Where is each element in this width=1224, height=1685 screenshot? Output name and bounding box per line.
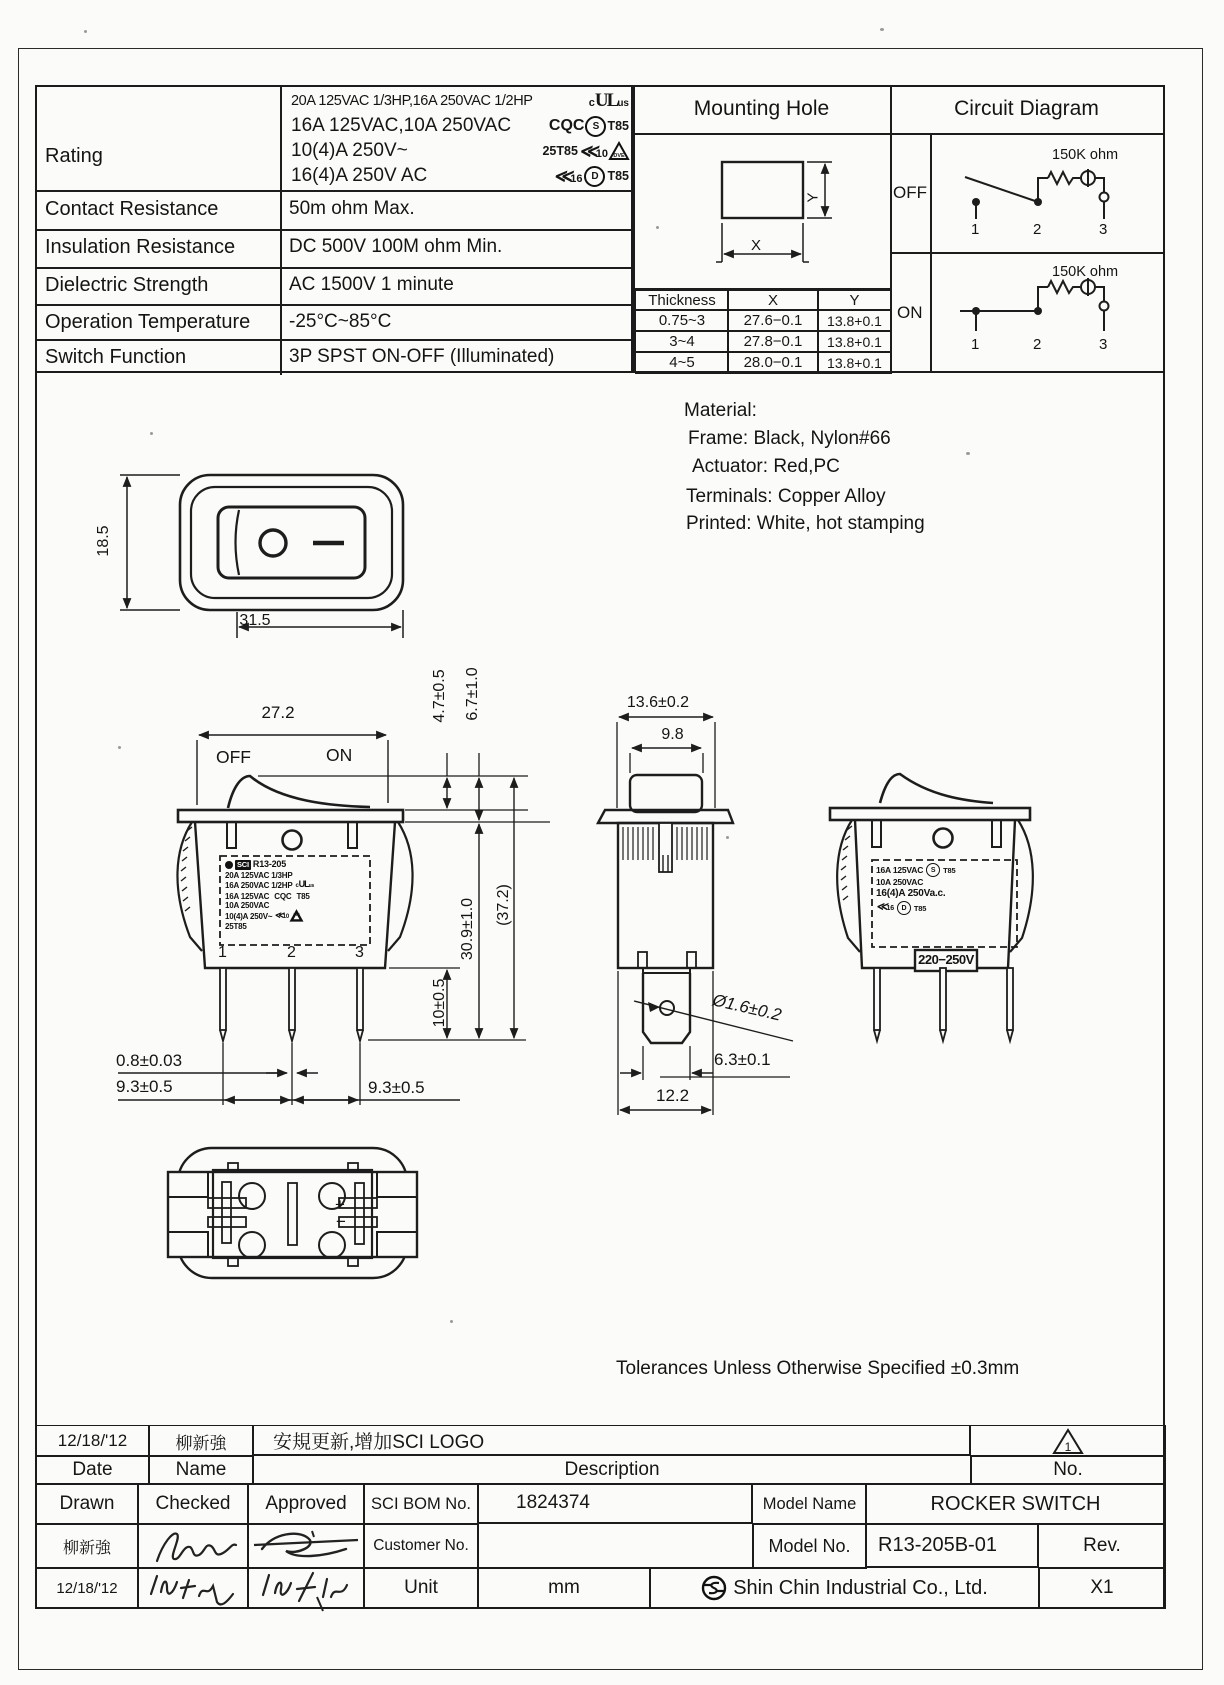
tb-h-bom: SCI BOM No. (363, 1483, 479, 1525)
tb-company: Shin Chin Industrial Co., Ltd. (649, 1567, 1040, 1609)
bottom-minus-mark: − (336, 1212, 346, 1231)
tb-h-name: Name (148, 1455, 254, 1485)
checked-signature-icon (143, 1525, 243, 1567)
rating-line-1: 20A 125VAC 1/3HP,16A 250VAC 1/2HP (291, 93, 533, 109)
enec16-mark-small: ≪16 (876, 901, 894, 913)
tb-approved-signature (247, 1523, 365, 1569)
end-dim-12-2: 12.2 (656, 1086, 690, 1105)
enec16-mark: ≪16 (553, 165, 583, 186)
spec-value: AC 1500V 1 minute (289, 274, 454, 295)
spec-value: 3P SPST ON-OFF (Illuminated) (289, 346, 555, 367)
mounting-dim-x: X (751, 237, 762, 254)
rocker-switch-datasheet: Rating 20A 125VAC 1/3HP,16A 250VAC 1/2HP c UL us 16A 125VAC,10A 250VAC CQC S T85 10(4)A 250V~ 25T85 ≪10 DVE 16(4)A 250V AC ≪16 D T85 Contact Resistance 50m ohm Max. Insulation Resistance DC 500V 100M ohm Min. Dielectric Strength AC 1500V 1 minute Operation Temperature -25°C~85°C Switch Function 3P SPST ON-OFF (Illuminated) Mounting Hole Y X Thickness X Y 0.75~3 27.6−0.1 13.8+0.1 3~4 27.8−0.1 13.8+0.1 4~5 28.0−0.1 13.8+0.1 Circuit Diagram OFF ON 150K ohm 1 2 3 150K ohm 1 2 3 Material: Frame: Black, Nylon#66 Actuator: Red,PC Terminals: Copper Alloy Printed: White, hot stamping 18.5 31.5 27.2 OFF ON 4.7±0.5 6.7±1.0 10±0.5 30.9±1.0 (37.2) 1 2 3 0.8±0.03 9.3±0.5 9.3±0.5 SCI R13-205 20A 125VAC 1/3HP 16A 250VAC 1/2HP c UL us 16A 125VAC CQC T85 10A 250VAC 10(4)A 250V~ ≪10 DVE 25T85 13.6±0.2 9.8 Ø1.6±0.2 6.3±0.1 12.2 16A 125VAC S T85 10A 250VAC 16(4)A 250Va.c. ≪16 D T85 220−250V + − Tolerances Unless Otherwise Specified ±0.3mm 12/18/'12 柳新強 安規更新,增加SCI LOGO 1 Date Name Description No. Drawn Checked Approved SCI BOM No. 1824374 Model Name ROCKER SWITCH 柳新強 Customer No. Model No. R13-205B-01 Rev. 12/18/'12 Unit mm Shin Chin Industrial Co., Ltd. X1 (0, 0, 1224, 1685)
spec-label: Operation Temperature (45, 311, 251, 333)
side-dim-10: 10±0.5 (431, 978, 448, 1028)
enec10-mark: ≪10 (578, 140, 608, 161)
sci-logo (701, 1575, 727, 1601)
tb-h-no: No. (970, 1455, 1166, 1485)
bottom-plus-mark: + (335, 1195, 345, 1214)
circuit-on-diagram (930, 254, 1163, 371)
mh-header-x: X (727, 290, 819, 311)
tb-h-approved: Approved (247, 1483, 365, 1525)
circuit-off-resistor-label: 150K ohm (1052, 147, 1119, 163)
circuit-off-diagram (930, 133, 1163, 252)
end-dim-6-3: 6.3±0.1 (714, 1050, 771, 1069)
side-dim-6-7: 6.7±1.0 (464, 667, 481, 721)
approved-date-signature-icon (251, 1567, 361, 1623)
rating-value: 20A 125VAC 1/3HP,16A 250VAC 1/2HP c UL us 16A 125VAC,10A 250VAC CQC S T85 10(4)A 250V~ 25T85 ≪10 DVE 16(4)A 250V AC ≪16 D T85 (291, 90, 629, 186)
tb-h-desc: Description (252, 1455, 972, 1485)
tb-rev-desc: 安規更新,增加SCI LOGO (252, 1425, 970, 1455)
side-dim-9-3-right: 9.3±0.5 (368, 1078, 425, 1097)
tb-h-model-no: Model No. (752, 1523, 867, 1569)
material-heading: Material: (684, 400, 757, 421)
checked-date-signature-icon (141, 1568, 245, 1626)
tb-h-checked: Checked (137, 1483, 249, 1525)
spec-label-rating: Rating (45, 145, 103, 167)
tb-rev-no (970, 1425, 1166, 1457)
tb-model-name-value: ROCKER SWITCH (865, 1483, 1166, 1525)
tb-h-customer: Customer No. (363, 1523, 479, 1569)
end-dim-hole: Ø1.6±0.2 (710, 990, 784, 1025)
tb-h-date: Date (35, 1455, 150, 1485)
side-body-rating-label: SCI R13-205 20A 125VAC 1/3HP 16A 250VAC 1/2HP c UL us 16A 125VAC CQC T85 10A 250VAC 10(4)A 250V~ ≪10 DVE 25T85 (225, 859, 315, 932)
spec-value: DC 500V 100M ohm Min. (289, 236, 503, 257)
sci-dot-logo (225, 861, 233, 869)
rating-line-3: 10(4)A 250V~ (291, 140, 408, 161)
spec-label: Switch Function (45, 346, 187, 368)
side-dim-30-9: 30.9±1.0 (459, 897, 476, 961)
mounting-dim-y: Y (804, 192, 822, 203)
spec-value: -25°C~85°C (289, 311, 392, 332)
material-notes: Material: Frame: Black, Nylon#66 Actuator: Red,PC Terminals: Copper Alloy Printed: White, hot stamping (684, 400, 925, 534)
side-dim-4-7: 4.7±0.5 (431, 669, 448, 723)
front-height-dim: 18.5 (95, 525, 112, 557)
front-width-dim: 31.5 (239, 612, 271, 629)
side-dim-0-8: 0.8±0.03 (116, 1051, 183, 1070)
tb-h-model-name: Model Name (752, 1483, 867, 1525)
circuit-on-label: ON (897, 303, 923, 322)
tb-h-rev: Rev. (1038, 1523, 1166, 1569)
circuit-diagram-title: Circuit Diagram (954, 97, 1099, 120)
side-dim-9-3-left: 9.3±0.5 (116, 1077, 173, 1096)
cul-us-mark: c UL us (588, 90, 629, 111)
enec10-mark-small: ≪10 (274, 909, 290, 920)
tolerance-note: Tolerances Unless Otherwise Specified ±0.3mm (616, 1358, 1020, 1379)
spec-table (35, 85, 633, 373)
circuit-on-resistor-label: 150K ohm (1052, 264, 1119, 280)
tb-model-no-value: R13-205B-01 (865, 1523, 1038, 1567)
rating-line-2: 16A 125VAC,10A 250VAC (291, 115, 512, 136)
mh-header-thickness: Thickness (635, 290, 729, 311)
mounting-hole-diagram (633, 133, 890, 290)
rating-line-4: 16(4)A 250V AC (291, 165, 428, 186)
side-dim-37-2: (37.2) (495, 884, 512, 926)
dve-mark: DVE (609, 142, 629, 160)
tb-approved-date-signature (247, 1567, 365, 1609)
spec-value: 50m ohm Max. (289, 198, 415, 219)
spec-label: Contact Resistance (45, 198, 219, 220)
bottom-view-drawing (150, 1140, 440, 1290)
spec-label: Insulation Resistance (45, 236, 236, 258)
side-off-label: OFF (216, 747, 251, 767)
d-mark: D (584, 166, 605, 187)
tb-bom-value: 1824374 (477, 1483, 752, 1523)
tb-drawn-date: 12/18/'12 (35, 1567, 139, 1609)
tb-rev-name: 柳新強 (148, 1425, 254, 1457)
tb-unit-value: mm (477, 1567, 651, 1609)
tb-rev-value: X1 (1038, 1567, 1166, 1609)
side-on-label: ON (326, 745, 353, 765)
dve-mark-small: DVE (291, 911, 302, 921)
end-dim-13-6: 13.6±0.2 (626, 694, 690, 711)
revision-triangle: 1 (1052, 1428, 1084, 1455)
tb-checked-signature (137, 1523, 249, 1569)
sev-mark-small: S (926, 863, 940, 877)
voltage-badge: 220−250V (918, 952, 974, 967)
tb-h-drawn: Drawn (35, 1483, 139, 1525)
tb-checked-date-signature (137, 1567, 249, 1609)
approved-signature-icon (250, 1525, 362, 1567)
tb-h-unit: Unit (363, 1567, 479, 1609)
d-mark-small: D (897, 901, 911, 915)
tb-customer-value (477, 1523, 754, 1569)
tb-drawn-name: 柳新強 (35, 1523, 139, 1569)
mounting-hole-title: Mounting Hole (693, 97, 830, 120)
sev-mark: S (585, 116, 606, 137)
side-width-dim: 27.2 (261, 703, 295, 722)
tb-rev-date: 12/18/'12 (35, 1425, 150, 1457)
spec-label: Dielectric Strength (45, 274, 209, 296)
end-view-drawing (560, 640, 810, 1120)
end-dim-9-8: 9.8 (661, 726, 684, 743)
right-body-rating-label: 16A 125VAC S T85 10A 250VAC 16(4)A 250Va.c. ≪16 D T85 (876, 864, 956, 913)
mh-header-y: Y (817, 290, 892, 311)
circuit-off-label: OFF (893, 183, 927, 202)
cqc-mark: CQC (548, 117, 585, 134)
